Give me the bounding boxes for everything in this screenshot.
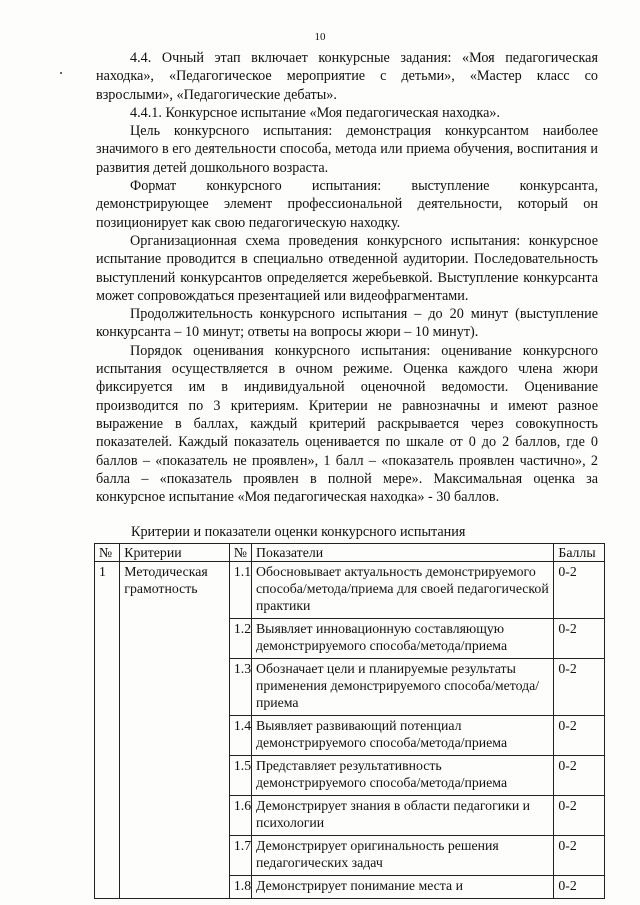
page-number: 10 — [314, 31, 326, 43]
body-text — [96, 49, 598, 506]
header-criterion: Критерии — [120, 544, 230, 562]
indicator-text: Обосновывает актуальность демонстрируемого способа/метода/приема для своей педагогической практики — [251, 562, 553, 619]
indicator-points: 0-2 — [554, 836, 605, 876]
paragraph-organization: Организационная схема проведения конкурсного испытания: конкурсное испытание проводится в специально отведенной аудитории. Последовательность выступлений конкурсантов определяется жеребьевкой. Выступление конкурсанта может сопровождаться презентацией или видеофрагментами. — [96, 232, 598, 304]
indicator-idx: 1.6 — [229, 796, 251, 836]
indicator-idx: 1.8 — [229, 876, 251, 899]
indicator-text: Обозначает цели и планируемые результаты применения демонстрируемого способа/метода/приема — [251, 659, 553, 716]
paragraph-4-4: 4.4. Очный этап включает конкурсные задания: «Моя педагогическая находка», «Педагогическое мероприятие с детьми», «Мастер класс со взрослыми», «Педагогические дебаты». — [96, 50, 598, 103]
indicator-text: Демонстрирует понимание места и — [251, 876, 553, 899]
indicator-points: 0-2 — [554, 716, 605, 756]
indicator-text: Выявляет инновационную составляющую демонстрируемого способа/метода/приема — [251, 619, 553, 659]
indicator-idx: 1.5 — [229, 756, 251, 796]
paragraph-goal: Цель конкурсного испытания: демонстрация конкурсантом наиболее значимого в его деятельности способа, метода или приема обучения, воспитания и развития детей дошкольного возраста. — [96, 123, 598, 176]
indicator-idx: 1.1 — [229, 562, 251, 619]
table-header-row — [95, 544, 605, 562]
criterion-num: 1 — [95, 562, 120, 899]
header-points: Баллы — [554, 544, 605, 562]
header-num: № — [95, 544, 120, 562]
indicator-idx: 1.7 — [229, 836, 251, 876]
indicator-text: Демонстрирует знания в области педагогики и психологии — [251, 796, 553, 836]
indicator-idx: 1.4 — [229, 716, 251, 756]
header-indicator: Показатели — [251, 544, 553, 562]
indicator-text: Выявляет развивающий потенциал демонстрируемого способа/метода/приема — [251, 716, 553, 756]
criterion-name: Методическая грамотность — [120, 562, 230, 899]
header-idx: № — [229, 544, 251, 562]
indicator-text: Представляет результативность демонстрируемого способа/метода/приема — [251, 756, 553, 796]
indicator-idx: 1.2 — [229, 619, 251, 659]
scan-speck — [60, 72, 62, 74]
indicator-points: 0-2 — [554, 619, 605, 659]
paragraph-format: Формат конкурсного испытания: выступление конкурсанта, демонстрирующее элемент профессиональной деятельности, который он позиционирует как свою педагогическую находку. — [96, 178, 598, 231]
indicator-idx: 1.3 — [229, 659, 251, 716]
indicator-points: 0-2 — [554, 876, 605, 899]
table-row — [95, 562, 605, 619]
paragraph-evaluation: Порядок оценивания конкурсного испытания: оценивание конкурсного испытания осуществляется в очном режиме. Оценка каждого члена жюри фиксируется им в индивидуальной оценочной ведомости. Оценивание производится по 3 критериям. Критерии не равнозначны и имеют разное выражение в баллах, каждый критерий раскрывается через совокупность показателей. Каждый показатель оценивается по шкале от 0 до 2 баллов, где 0 баллов – «показатель не проявлен», 1 балл – «показатель проявлен частично», 2 балла – «показатель проявлен в полной мере». Максимальная оценка за конкурсное испытание «Моя педагогическая находка» - 30 баллов. — [96, 342, 598, 506]
indicator-points: 0-2 — [554, 659, 605, 716]
paragraph-duration: Продолжительность конкурсного испытания – до 20 минут (выступление конкурсанта – 10 минут; ответы на вопросы жюри – 10 минут). — [96, 306, 598, 341]
paragraph-4-4-1: 4.4.1. Конкурсное испытание «Моя педагогическая находка». — [130, 104, 501, 121]
indicator-points: 0-2 — [554, 756, 605, 796]
indicator-points: 0-2 — [554, 796, 605, 836]
indicator-points: 0-2 — [554, 562, 605, 619]
criteria-table — [94, 543, 605, 899]
indicator-text: Демонстрирует оригинальность решения педагогических задач — [251, 836, 553, 876]
table-caption: Критерии и показатели оценки конкурсного испытания — [131, 524, 466, 540]
